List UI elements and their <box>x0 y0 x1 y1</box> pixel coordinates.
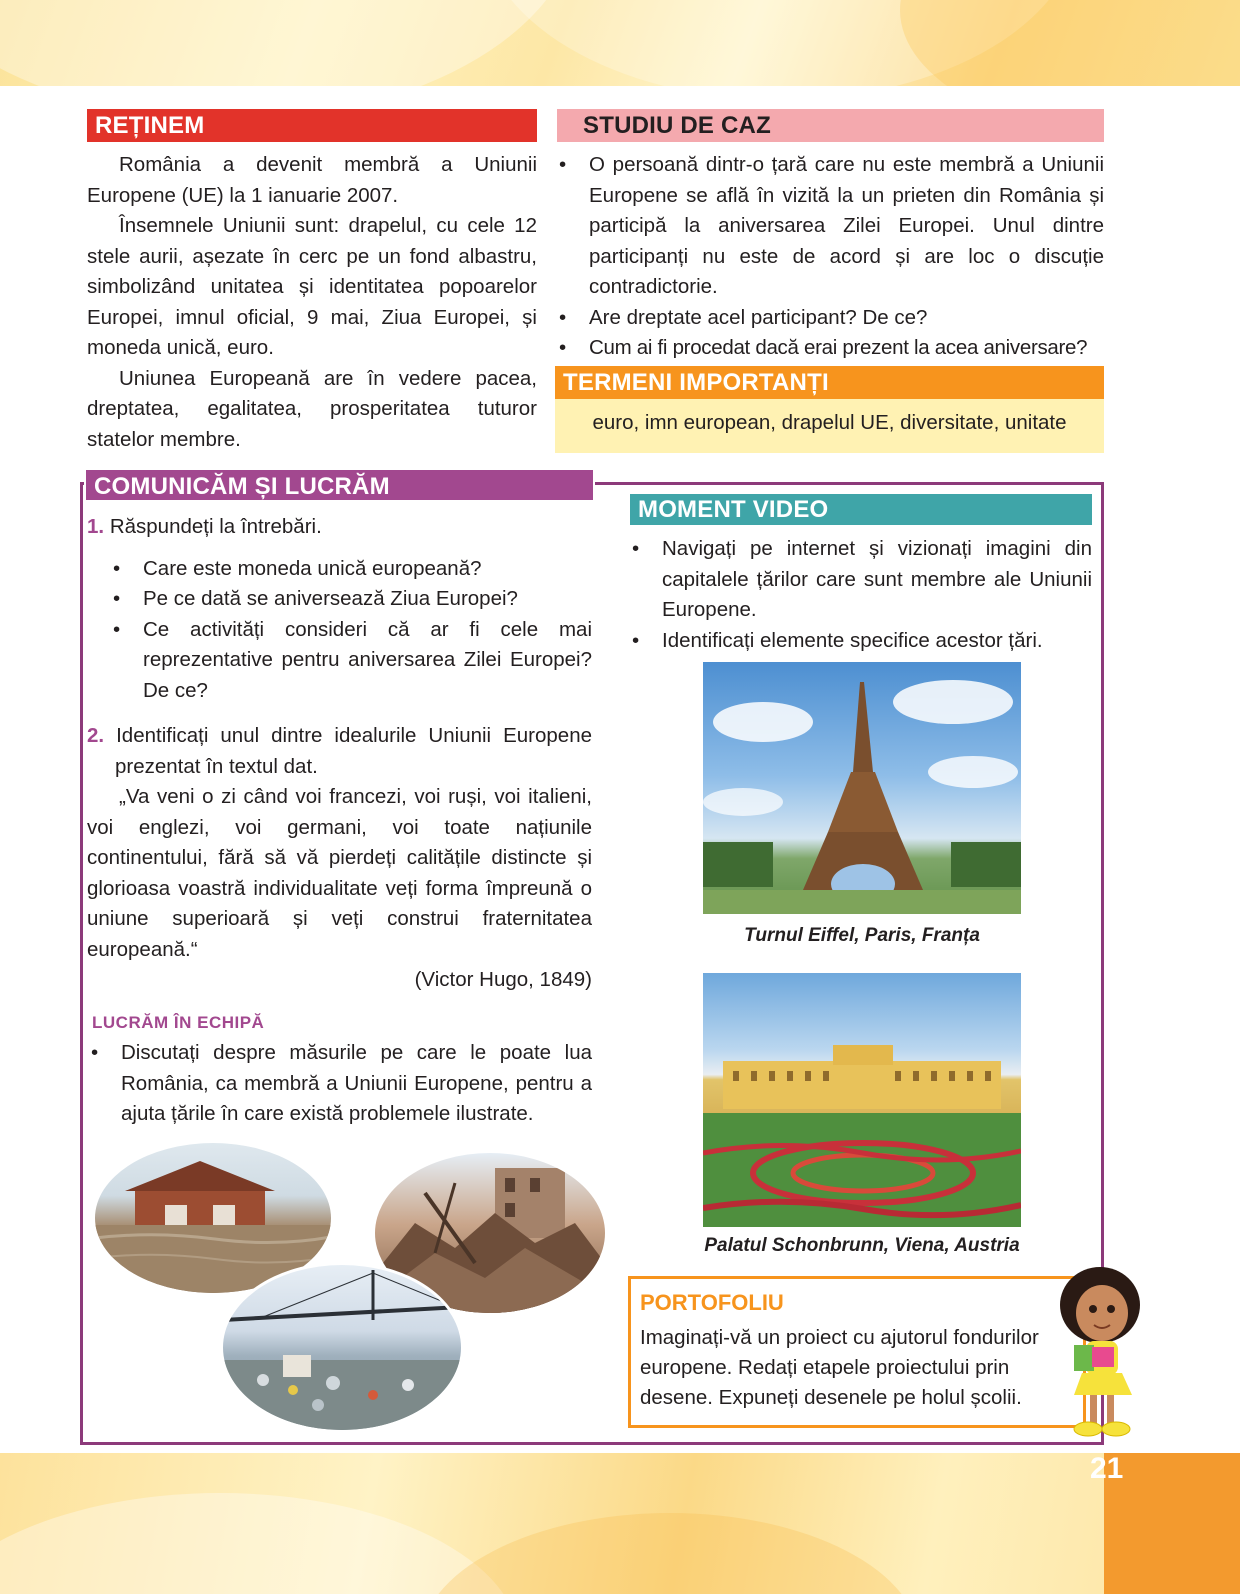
studiu-de-caz-header: STUDIU DE CAZ <box>557 109 1104 142</box>
termeni-text: euro, imn european, drapelul UE, diversitate, unitate <box>592 411 1067 434</box>
schonbrunn-caption: Palatul Schonbrunn, Viena, Austria <box>704 1235 1020 1256</box>
moment-video-body <box>628 534 1092 656</box>
question-2-text: Identificați unul dintre idealurile Uniunii Europene prezentat în textul dat. <box>115 724 592 778</box>
retinem-paragraph-3: Uniunea Europeană are în vedere pacea, dreptatea, egalitatea, prosperitatea tuturor statelor membre. <box>87 366 537 451</box>
studiu-de-caz-body <box>555 150 1104 364</box>
lucram-in-echipa-title: LUCRĂM ÎN ECHIPĂ <box>92 1012 265 1032</box>
video-item: • Identificați elemente specifice acestor țări. <box>628 626 1092 657</box>
top-decorative-band <box>0 0 1240 86</box>
victor-hugo-quote: „Va veni o zi când voi francezi, voi ruși, voi italieni, voi englezi, voi germani, voi toate națiunile continentului, fără să vă pierdeți calitățile distincte și glorioasa voastră individualitate veți forma împreună o uniune superioară și veți construi fraternitatea europeană.“ <box>87 785 592 961</box>
question-1-item: • Pe ce dată se aniversează Ziua Europei? <box>109 584 592 615</box>
bottom-decorative-band <box>0 1453 1240 1594</box>
portofoliu-text: Imaginați-vă un proiect cu ajutorul fondurilor europene. Redați etapele proiectului prin desene. Expuneți desenele pe holul școlii. <box>640 1326 1039 1409</box>
cartoon-girl-illustration <box>1052 1265 1148 1443</box>
eiffel-tower-drawing <box>703 662 1021 914</box>
question-2-number: 2. <box>87 724 105 747</box>
question-2 <box>87 721 592 782</box>
quote-author: (Victor Hugo, 1849) <box>414 968 592 991</box>
schonbrunn-palace-photo <box>703 973 1021 1227</box>
pollution-image <box>220 1262 464 1433</box>
studiu-item: • Are dreptate acel participant? De ce? <box>555 303 1104 334</box>
question-1-number: 1. <box>87 515 105 538</box>
moment-video-header: MOMENT VIDEO <box>630 494 1092 525</box>
comunicam-body <box>87 512 592 1130</box>
retinem-body <box>87 150 537 455</box>
question-1-item: • Ce activități consideri că ar fi cele mai reprezentative pentru aniversarea Zilei Europei? De ce? <box>109 615 592 707</box>
eiffel-caption: Turnul Eiffel, Paris, Franța <box>744 925 980 946</box>
retinem-paragraph-2: Însemnele Uniunii sunt: drapelul, cu cele 12 stele aurii, așezate în cerc pe un fond albastru, simbolizând unitatea și identitatea popoarelor Europei, imnul oficial, 9 mai, Ziua Europei, și moneda unică, euro. <box>87 214 537 359</box>
portofoliu-title: PORTOFOLIU <box>640 1290 784 1315</box>
video-item: • Navigați pe internet și vizionați imagini din capitalele țărilor care sunt membre ale Uniunii Europene. <box>628 534 1092 626</box>
retinem-header: REȚINEM <box>87 109 537 142</box>
termeni-header: TERMENI IMPORTANȚI <box>555 366 1104 399</box>
echipa-item: • Discutați despre măsurile pe care le poate lua România, ca membră a Uniunii Europene, pentru a ajuta țările în care există problemele ilustrate. <box>87 1038 592 1130</box>
palace-garden-drawing <box>703 973 1021 1227</box>
retinem-paragraph-1: România a devenit membră a Uniunii Europene (UE) la 1 ianuarie 2007. <box>87 153 537 207</box>
studiu-item: • O persoană dintr-o țară care nu este membră a Uniunii Europene se află în vizită la un prieten din România și participă la aniversarea Zilei Europei. Unul dintre participanți nu este de acord și are loc o discuție contradictorie. <box>555 150 1104 303</box>
studiu-item: • Cum ai fi procedat dacă erai prezent la acea aniversare? <box>555 333 1104 364</box>
eiffel-tower-photo <box>703 662 1021 914</box>
question-1-item: • Care este moneda unică europeană? <box>109 554 592 585</box>
question-1 <box>87 512 592 543</box>
polluted-river-drawing <box>223 1265 461 1430</box>
question-1-text: Răspundeți la întrebări. <box>109 515 322 538</box>
comunicam-header: COMUNICĂM ȘI LUCRĂM <box>84 468 595 502</box>
page-number: 21 <box>1090 1452 1124 1485</box>
